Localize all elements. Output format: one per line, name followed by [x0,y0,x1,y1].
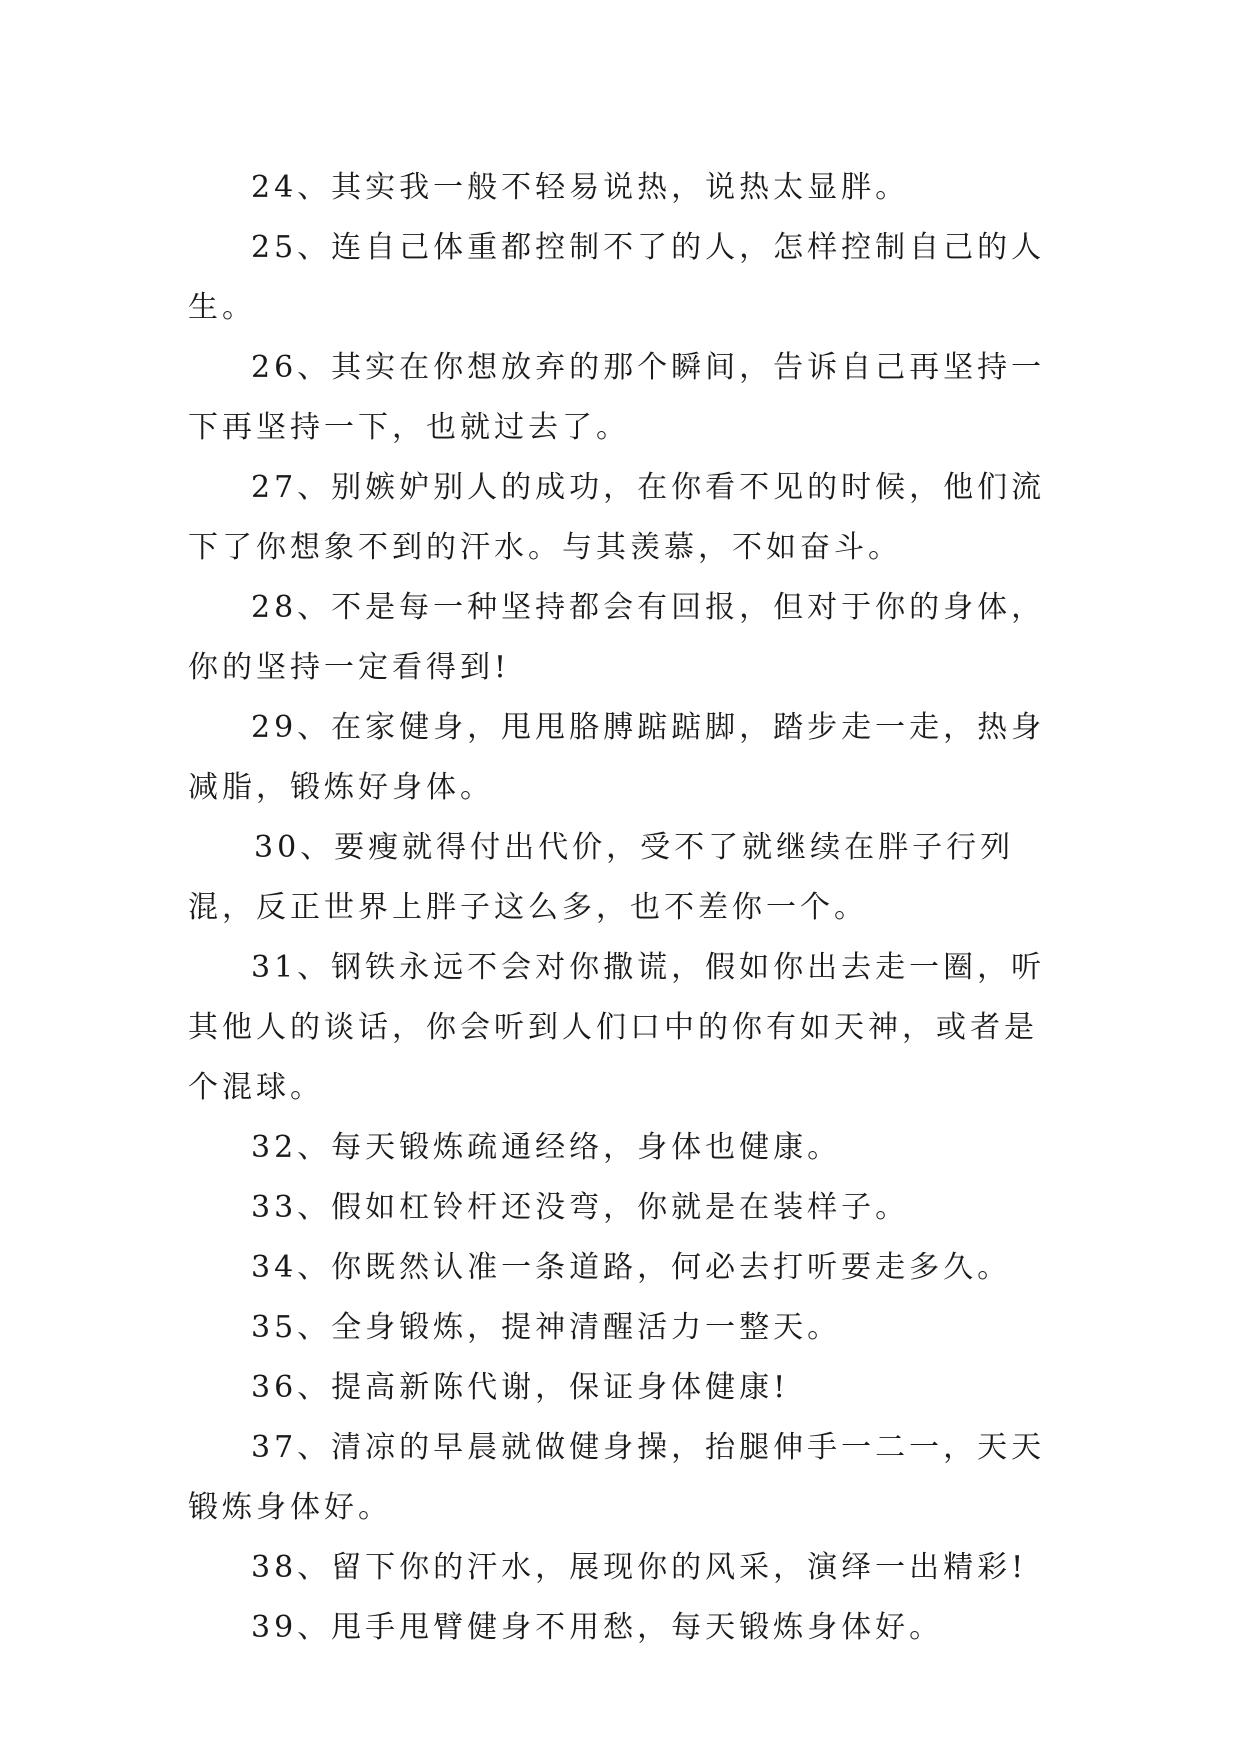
paragraph-37: 37、清凉的早晨就做健身操，抬腿伸手一二一，天天锻炼身体好。 [188,1430,1046,1525]
paragraph-35: 35、全身锻炼，提神清醒活力一整天。 [251,1310,842,1345]
paragraph-26: 26、其实在你想放弃的那个瞬间，告诉自己再坚持一下再坚持一下，也就过去了。 [188,350,1046,445]
paragraph-33: 33、假如杠铃杆还没弯，你就是在装样子。 [251,1190,910,1225]
paragraph-29: 29、在家健身，甩甩胳膊踮踮脚，踏步走一走，热身减脂，锻炼好身体。 [188,710,1046,805]
paragraph-39: 39、甩手甩臂健身不用愁，每天锻炼身体好。 [251,1610,944,1645]
paragraph-24: 24、其实我一般不轻易说热，说热太显胖。 [251,170,910,205]
paragraph-25: 25、连自己体重都控制不了的人，怎样控制自己的人生。 [188,230,1046,325]
paragraph-30: 30、要瘦就得付出代价，受不了就继续在胖子行列混，反正世界上胖子这么多，也不差你一个。 [188,830,1015,925]
paragraph-36: 36、提高新陈代谢，保证身体健康! [251,1370,790,1405]
paragraph-34: 34、你既然认准一条道路，何必去打听要走多久。 [251,1250,1012,1285]
document-body [188,158,1058,1658]
paragraph-27: 27、别嫉妒别人的成功，在你看不见的时候，他们流下了你想象不到的汗水。与其羡慕，不如奋斗。 [188,470,1046,565]
paragraph-32: 32、每天锻炼疏通经络，身体也健康。 [251,1130,842,1165]
paragraph-38: 38、留下你的汗水，展现你的风采，演绎一出精彩! [251,1550,1028,1585]
paragraph-28: 28、不是每一种坚持都会有回报，但对于你的身体，你的坚持一定看得到! [188,590,1046,685]
paragraph-31: 31、钢铁永远不会对你撒谎，假如你出去走一圈，听其他人的谈话，你会听到人们口中的你有如天神，或者是个混球。 [188,950,1046,1105]
